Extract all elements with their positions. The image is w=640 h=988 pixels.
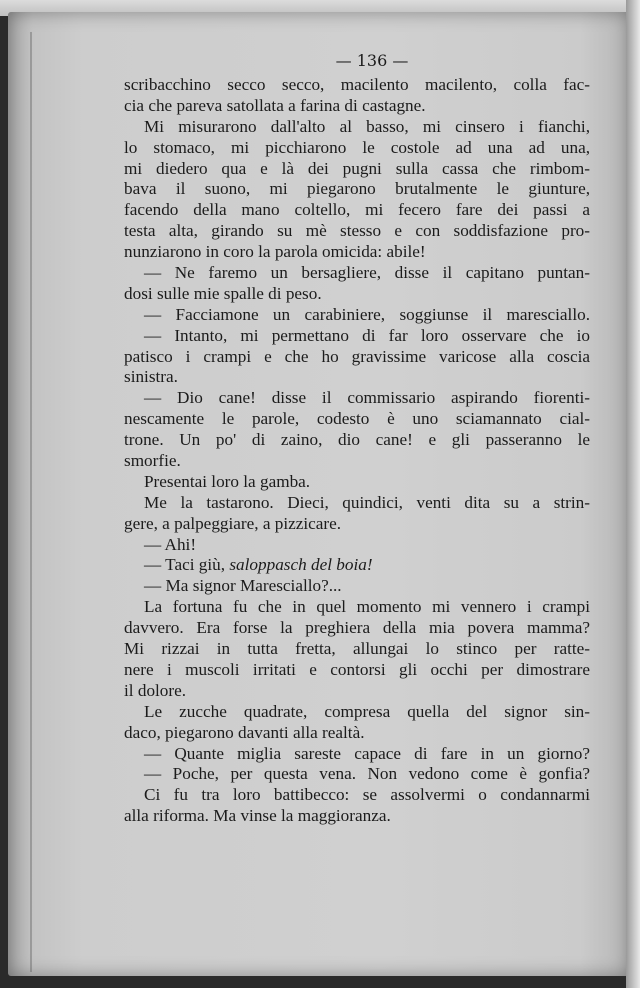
text-line: cia che pareva satollata a farina di castagne. xyxy=(124,95,426,115)
text-line: trone. Un po' di zaino, dio cane! e gli passeranno le xyxy=(124,430,590,450)
text-line: nunziarono in coro la parola omicida: abile! xyxy=(124,242,426,262)
text-line: — Poche, per questa vena. Non vedono come è gonfia? xyxy=(144,764,590,784)
text-line: smorfie. xyxy=(124,451,181,471)
page-number: — 136 — xyxy=(335,51,409,70)
text-line: nescamente le parole, codesto è uno sciamannato cial- xyxy=(124,409,590,429)
page-stack-edge xyxy=(626,0,640,988)
text-line: dosi sulle mie spalle di peso. xyxy=(124,283,322,303)
text-line: mi diedero qua e là dei pugni sulla cassa che rimbom- xyxy=(124,158,590,178)
text-line: sinistra. xyxy=(124,367,178,387)
text-line: nere i muscoli irritati e contorsi gli occhi per dimostrare xyxy=(124,659,590,679)
text-line: scribacchino secco secco, macilento macilento, colla fac- xyxy=(124,75,590,94)
text-line: Me la tastarono. Dieci, quindici, venti dita su a strin- xyxy=(144,492,590,512)
text-line: patisco i crampi e che ho gravissime varicose alla coscia xyxy=(124,346,590,366)
text-line: lo stomaco, mi picchiarono le costole ad una ad una, xyxy=(124,137,590,157)
text-line: Mi misurarono dall'alto al basso, mi cinsero i fianchi, xyxy=(144,116,590,136)
text-line: — Dio cane! disse il commissario aspirando fiorenti- xyxy=(144,388,590,408)
text-line: alla riforma. Ma vinse la maggioranza. xyxy=(124,806,391,826)
text-line: facendo della mano coltello, mi fecero fare dei passi a xyxy=(124,200,590,220)
text-line: davvero. Era forse la preghiera della mia povera mamma? xyxy=(124,618,590,638)
text-line-roman: — Taci giù, xyxy=(144,555,230,575)
text-line: — Facciamone un carabiniere, soggiunse il maresciallo. xyxy=(144,304,590,324)
text-line: — Ma signor Maresciallo?... xyxy=(144,576,342,596)
text-line: — Intanto, mi permettano di far loro osservare che io xyxy=(144,325,590,345)
text-line: Le zucche quadrate, compresa quella del signor sin- xyxy=(144,701,590,721)
text-line: gere, a palpeggiare, a pizzicare. xyxy=(124,513,342,533)
text-line: Mi rizzai in tutta fretta, allungai lo stinco per ratte- xyxy=(124,639,590,659)
body-text xyxy=(124,75,590,827)
page-gutter xyxy=(30,32,32,972)
text-line: — Ne faremo un bersagliere, disse il capitano puntan- xyxy=(144,263,590,283)
text-line: testa alta, girando su mè stesso e con soddisfazione pro- xyxy=(124,221,590,241)
text-line: Presentai loro la gamba. xyxy=(144,471,311,491)
text-line: — Ahi! xyxy=(144,534,197,554)
text-line xyxy=(124,555,590,576)
text-line-italic: saloppasch del boia! xyxy=(229,555,373,575)
text-line: — Quante miglia sareste capace di fare in un giorno? xyxy=(144,743,590,763)
text-line: bava il suono, mi piegarono brutalmente le giunture, xyxy=(124,179,590,199)
text-line: La fortuna fu che in quel momento mi vennero i crampi xyxy=(144,597,590,617)
text-line: il dolore. xyxy=(124,680,187,700)
text-line: daco, piegarono davanti alla realtà. xyxy=(124,722,365,742)
text-line: Ci fu tra loro battibecco: se assolvermi o condannarmi xyxy=(144,785,590,805)
